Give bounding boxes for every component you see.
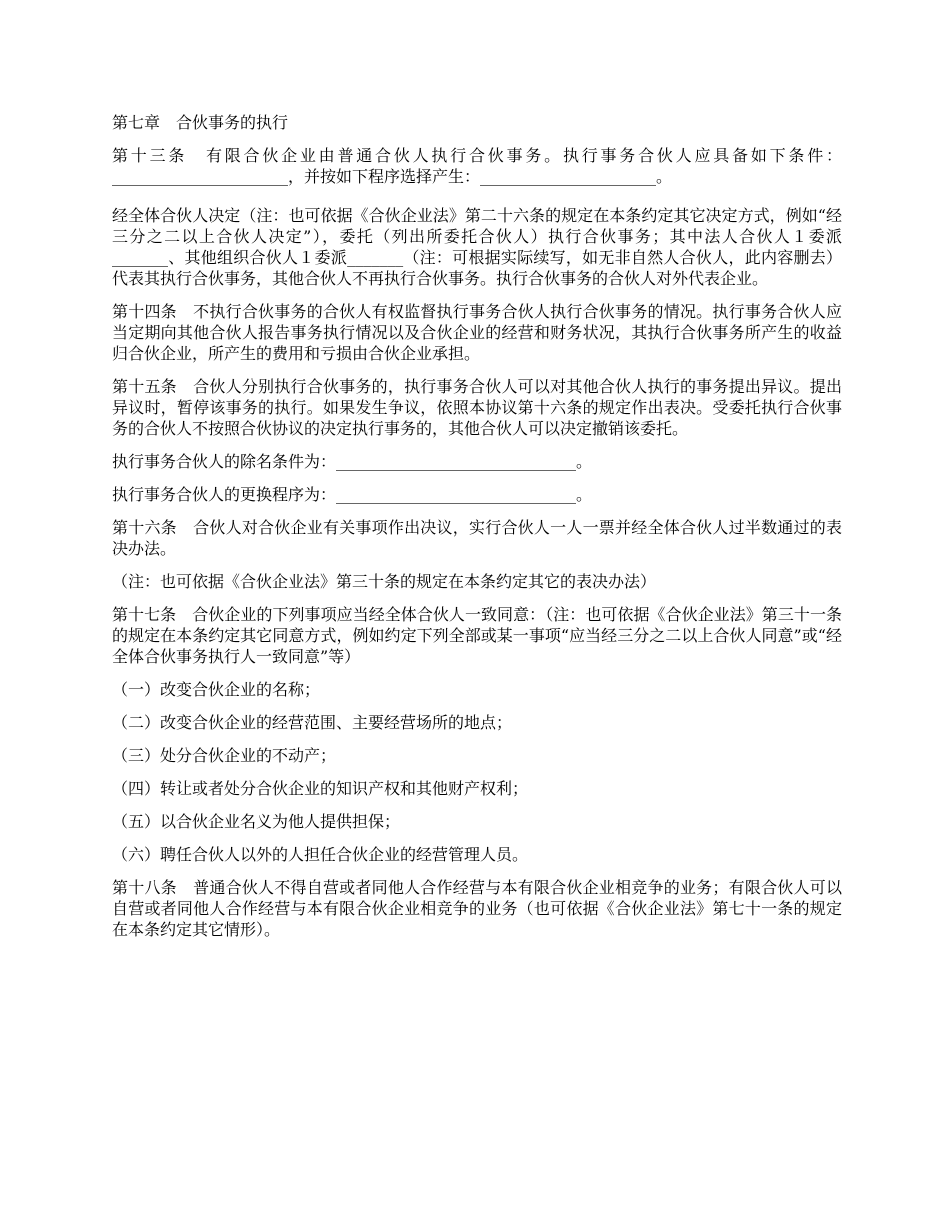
article-16-note: （注：也可依据《合伙企业法》第三十条的规定在本条约定其它的表决办法）: [112, 572, 657, 591]
article-16: 第十六条 合伙人对合伙企业有关事项作出决议，实行合伙人一人一票并经全体合伙人过半数通过的表决办法。: [112, 518, 842, 558]
list-item: （六）聘任合伙人以外的人担任合伙企业的经营管理人员。: [112, 845, 529, 864]
list-item: （三）处分合伙企业的不动产；: [112, 746, 337, 765]
article-13: 第十三条 有限合伙企业由普通合伙人执行合伙事务。执行事务合伙人应具备如下条件：______________________，并按如下程序选择产生：______________________。: [112, 146, 842, 186]
paragraph-execution-decision: 经全体合伙人决定（注：也可依据《合伙企业法》第二十六条的规定在本条约定其它决定方式，例如“经三分之二以上合伙人决定”），委托（列出所委托合伙人）执行合伙事务；其中法人合伙人１委派_______、其他组织合伙人１委派_______（注：可根据实际续写，如无非自然人合伙人，此内容删去）代表其执行合伙事务，其他合伙人不再执行合伙事务。执行合伙事务的合伙人对外代表企业。: [112, 206, 842, 288]
article-18: 第十八条 普通合伙人不得自营或者同他人合作经营与本有限合伙企业相竞争的业务；有限合伙人可以自营或者同他人合作经营与本有限合伙企业相竞争的业务（也可依据《合伙企业法》第七十一条的规定在本条约定其它情形）。: [112, 878, 842, 939]
replacement-procedure: 执行事务合伙人的更换程序为：______________________________。: [112, 485, 593, 504]
list-item: （四）转让或者处分合伙企业的知识产权和其他财产权利；: [112, 779, 529, 798]
article-17: 第十七条 合伙企业的下列事项应当经全体合伙人一致同意：（注：也可依据《合伙企业法》第三十一条的规定在本条约定其它同意方式，例如约定下列全部或某一事项“应当经三分之二以上合伙人同意”或“经全体合伙事务执行人一致同意”等）: [112, 605, 842, 666]
list-item: （五）以合伙企业名义为他人提供担保；: [112, 812, 401, 831]
article-15: 第十五条 合伙人分别执行合伙事务的，执行事务合伙人可以对其他合伙人执行的事务提出异议。提出异议时，暂停该事务的执行。如果发生争议，依照本协议第十六条的规定作出表决。受委托执行合伙事务的合伙人不按照合伙协议的决定执行事务的，其他合伙人可以决定撤销该委托。: [112, 377, 842, 438]
list-item: （一）改变合伙企业的名称；: [112, 680, 321, 699]
list-item: （二）改变合伙企业的经营范围、主要经营场所的地点；: [112, 713, 513, 732]
chapter-title: 第七章 合伙事务的执行: [112, 113, 289, 132]
document-body: [112, 112, 842, 952]
removal-conditions: 执行事务合伙人的除名条件为：______________________________。: [112, 452, 593, 471]
article-14: 第十四条 不执行合伙事务的合伙人有权监督执行事务合伙人执行合伙事务的情况。执行事务合伙人应当定期向其他合伙人报告事务执行情况以及合伙企业的经营和财务状况，其执行合伙事务所产生的收益归合伙企业，所产生的费用和亏损由合伙企业承担。: [112, 302, 842, 363]
